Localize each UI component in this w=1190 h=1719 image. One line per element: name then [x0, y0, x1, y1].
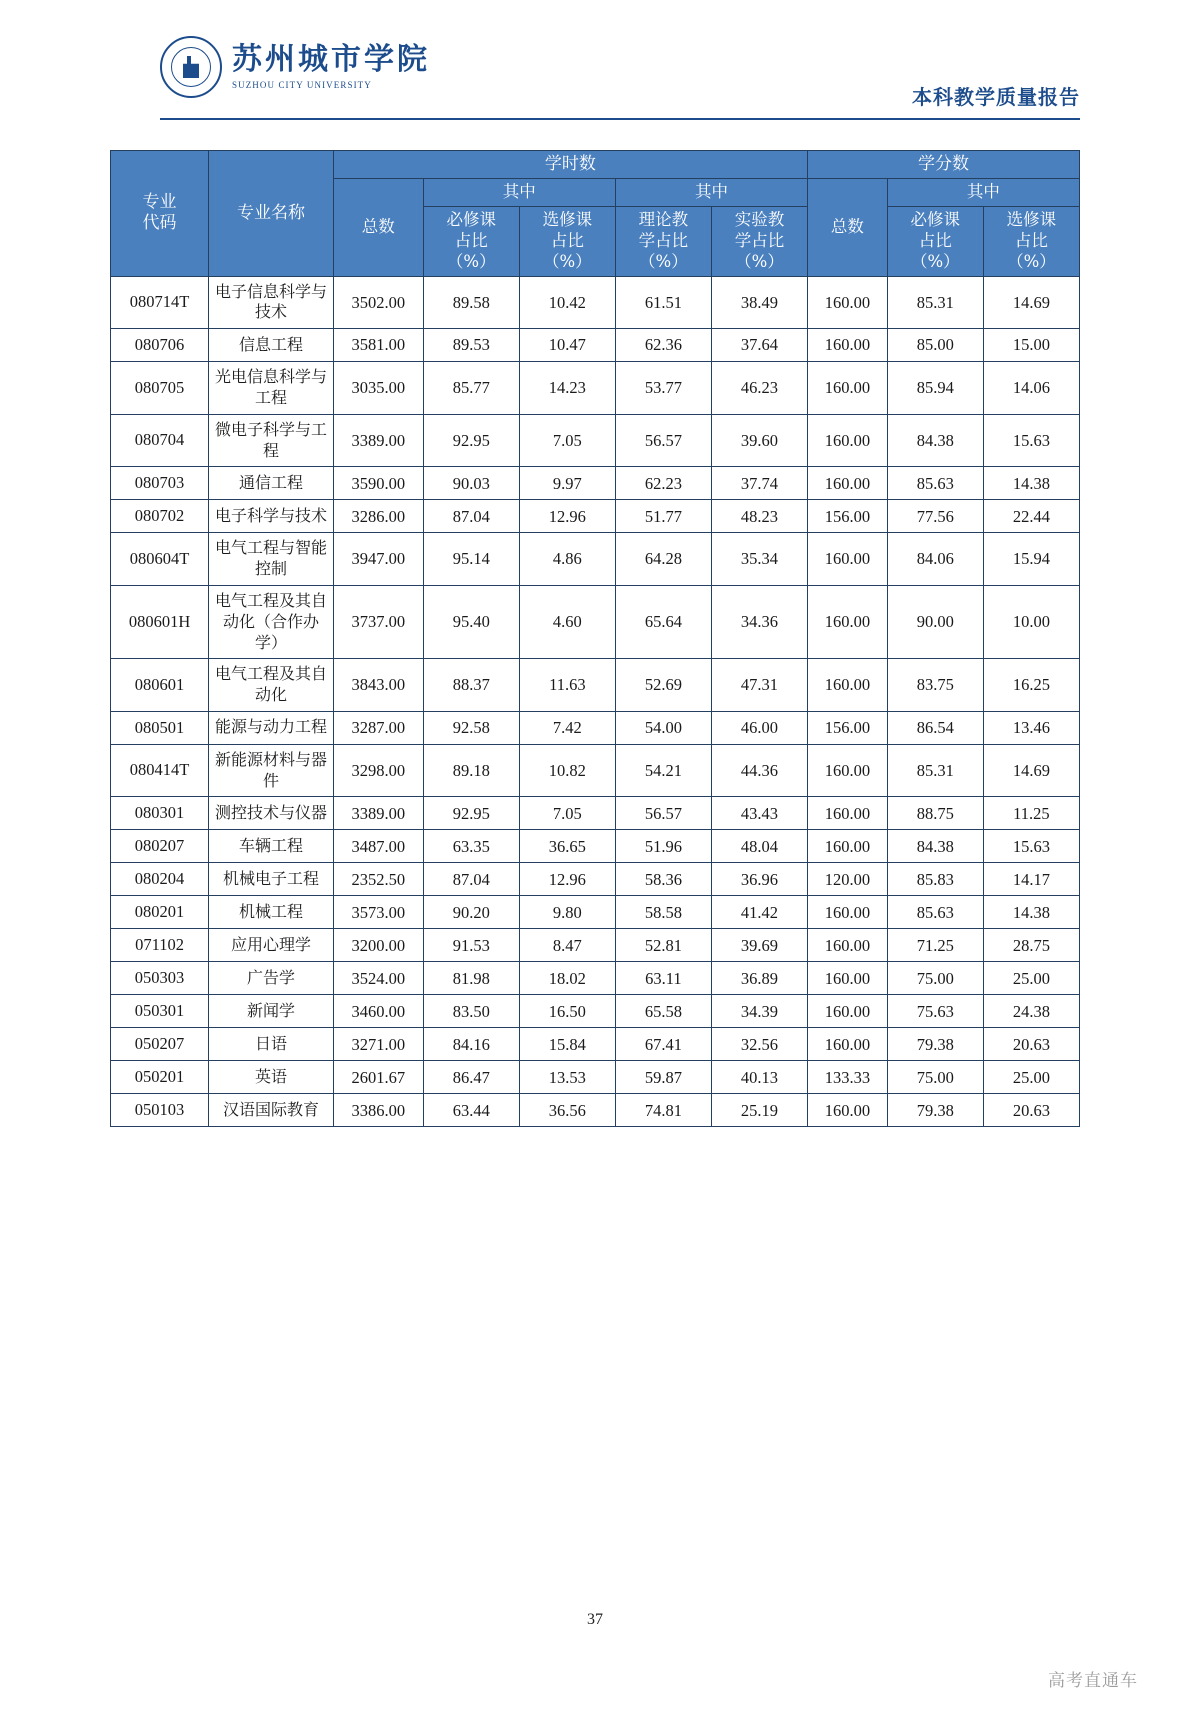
cell-hours-required-pct: 90.20 — [423, 896, 519, 929]
cell-credits-required-pct: 85.31 — [887, 744, 983, 797]
cell-hours-required-pct: 63.35 — [423, 830, 519, 863]
cell-major-name: 广告学 — [209, 962, 334, 995]
cell-major-name: 测控技术与仪器 — [209, 797, 334, 830]
cell-credits-total: 160.00 — [808, 744, 888, 797]
cell-major-name: 机械工程 — [209, 896, 334, 929]
cell-hours-total: 3298.00 — [333, 744, 423, 797]
cell-hours-total: 2352.50 — [333, 863, 423, 896]
cell-theory-pct: 64.28 — [615, 533, 711, 586]
cell-major-name: 英语 — [209, 1061, 334, 1094]
cell-hours-required-pct: 81.98 — [423, 962, 519, 995]
cell-hours-required-pct: 85.77 — [423, 362, 519, 415]
cell-experiment-pct: 44.36 — [711, 744, 807, 797]
major-hours-credits-table — [110, 150, 1080, 1127]
cell-hours-elective-pct: 36.65 — [519, 830, 615, 863]
table-row — [111, 896, 1080, 929]
cell-hours-elective-pct: 12.96 — [519, 863, 615, 896]
table-row — [111, 863, 1080, 896]
header-hours-total: 总数 — [333, 179, 423, 276]
page-header — [160, 36, 1080, 132]
cell-major-code: 080501 — [111, 711, 209, 744]
cell-major-name: 光电信息科学与工程 — [209, 362, 334, 415]
cell-theory-pct: 61.51 — [615, 276, 711, 329]
cell-major-name: 汉语国际教育 — [209, 1094, 334, 1127]
cell-credits-total: 133.33 — [808, 1061, 888, 1094]
cell-hours-elective-pct: 10.82 — [519, 744, 615, 797]
cell-hours-elective-pct: 16.50 — [519, 995, 615, 1028]
table-body — [111, 276, 1080, 1127]
cell-hours-total: 3389.00 — [333, 414, 423, 467]
cell-credits-required-pct: 88.75 — [887, 797, 983, 830]
cell-hours-required-pct: 89.18 — [423, 744, 519, 797]
cell-experiment-pct: 34.36 — [711, 585, 807, 658]
hours-required-l1: 必修课 — [446, 210, 497, 230]
table-row — [111, 276, 1080, 329]
cell-hours-elective-pct: 4.86 — [519, 533, 615, 586]
table-row — [111, 1061, 1080, 1094]
cell-credits-required-pct: 84.38 — [887, 414, 983, 467]
cell-major-name: 信息工程 — [209, 329, 334, 362]
table-row — [111, 1094, 1080, 1127]
cell-credits-total: 160.00 — [808, 995, 888, 1028]
cell-experiment-pct: 35.34 — [711, 533, 807, 586]
cell-major-code: 080702 — [111, 500, 209, 533]
cell-credits-required-pct: 85.94 — [887, 362, 983, 415]
cell-experiment-pct: 39.69 — [711, 929, 807, 962]
cell-hours-total: 2601.67 — [333, 1061, 423, 1094]
header-group-hours: 学时数 — [333, 151, 807, 179]
cell-major-name: 应用心理学 — [209, 929, 334, 962]
cell-credits-elective-pct: 14.69 — [983, 276, 1079, 329]
header-theory-pct — [615, 207, 711, 276]
logo-name-cn: 苏州城市学院 — [232, 41, 430, 77]
cell-hours-elective-pct: 15.84 — [519, 1028, 615, 1061]
cell-experiment-pct: 46.23 — [711, 362, 807, 415]
cell-credits-required-pct: 75.00 — [887, 1061, 983, 1094]
cell-hours-required-pct: 95.14 — [423, 533, 519, 586]
cell-major-name: 能源与动力工程 — [209, 711, 334, 744]
cell-hours-elective-pct: 7.05 — [519, 414, 615, 467]
cell-theory-pct: 56.57 — [615, 414, 711, 467]
table-row — [111, 585, 1080, 658]
cell-experiment-pct: 36.89 — [711, 962, 807, 995]
table-row — [111, 659, 1080, 712]
credits-required-l1: 必修课 — [910, 210, 961, 230]
cell-credits-elective-pct: 25.00 — [983, 962, 1079, 995]
cell-credits-elective-pct: 15.63 — [983, 830, 1079, 863]
cell-major-name: 通信工程 — [209, 467, 334, 500]
cell-hours-required-pct: 92.58 — [423, 711, 519, 744]
cell-theory-pct: 54.21 — [615, 744, 711, 797]
cell-theory-pct: 52.81 — [615, 929, 711, 962]
header-major-code-line2: 代码 — [142, 213, 177, 234]
cell-hours-required-pct: 92.95 — [423, 797, 519, 830]
cell-major-code: 050301 — [111, 995, 209, 1028]
cell-credits-elective-pct: 14.38 — [983, 467, 1079, 500]
cell-major-code: 080604T — [111, 533, 209, 586]
cell-major-name: 电气工程与智能控制 — [209, 533, 334, 586]
table-row — [111, 797, 1080, 830]
cell-hours-elective-pct: 11.63 — [519, 659, 615, 712]
cell-theory-pct: 63.11 — [615, 962, 711, 995]
credits-elective-l1: 选修课 — [1006, 210, 1057, 230]
cell-theory-pct: 51.96 — [615, 830, 711, 863]
cell-hours-elective-pct: 10.42 — [519, 276, 615, 329]
cell-credits-total: 160.00 — [808, 585, 888, 658]
header-hours-required-pct — [423, 207, 519, 276]
cell-experiment-pct: 47.31 — [711, 659, 807, 712]
cell-theory-pct: 53.77 — [615, 362, 711, 415]
cell-experiment-pct: 46.00 — [711, 711, 807, 744]
cell-credits-elective-pct: 28.75 — [983, 929, 1079, 962]
cell-hours-required-pct: 84.16 — [423, 1028, 519, 1061]
cell-major-code: 080601H — [111, 585, 209, 658]
cell-experiment-pct: 32.56 — [711, 1028, 807, 1061]
cell-credits-total: 160.00 — [808, 659, 888, 712]
cell-major-code: 050207 — [111, 1028, 209, 1061]
cell-hours-elective-pct: 12.96 — [519, 500, 615, 533]
cell-major-code: 050201 — [111, 1061, 209, 1094]
cell-major-name: 日语 — [209, 1028, 334, 1061]
cell-credits-total: 160.00 — [808, 830, 888, 863]
cell-hours-required-pct: 87.04 — [423, 500, 519, 533]
cell-hours-elective-pct: 9.97 — [519, 467, 615, 500]
cell-credits-total: 160.00 — [808, 929, 888, 962]
cell-credits-elective-pct: 16.25 — [983, 659, 1079, 712]
cell-credits-required-pct: 71.25 — [887, 929, 983, 962]
cell-credits-elective-pct: 25.00 — [983, 1061, 1079, 1094]
cell-major-code: 071102 — [111, 929, 209, 962]
cell-experiment-pct: 40.13 — [711, 1061, 807, 1094]
cell-credits-total: 160.00 — [808, 362, 888, 415]
cell-hours-required-pct: 89.58 — [423, 276, 519, 329]
cell-major-code: 080204 — [111, 863, 209, 896]
cell-hours-total: 3502.00 — [333, 276, 423, 329]
cell-credits-total: 160.00 — [808, 1028, 888, 1061]
cell-experiment-pct: 43.43 — [711, 797, 807, 830]
cell-theory-pct: 58.36 — [615, 863, 711, 896]
cell-hours-total: 3581.00 — [333, 329, 423, 362]
header-major-code — [111, 151, 209, 277]
cell-theory-pct: 54.00 — [615, 711, 711, 744]
cell-theory-pct: 62.23 — [615, 467, 711, 500]
table-header-row-1 — [111, 151, 1080, 179]
cell-experiment-pct: 38.49 — [711, 276, 807, 329]
cell-hours-total: 3389.00 — [333, 797, 423, 830]
header-major-code-line1: 专业 — [142, 191, 177, 212]
table-container — [110, 150, 1080, 1127]
cell-hours-total: 3200.00 — [333, 929, 423, 962]
cell-credits-elective-pct: 24.38 — [983, 995, 1079, 1028]
cell-hours-elective-pct: 14.23 — [519, 362, 615, 415]
theory-l1: 理论教 — [638, 210, 689, 230]
cell-credits-total: 160.00 — [808, 1094, 888, 1127]
table-row — [111, 500, 1080, 533]
cell-credits-total: 160.00 — [808, 797, 888, 830]
cell-hours-elective-pct: 10.47 — [519, 329, 615, 362]
cell-major-code: 080301 — [111, 797, 209, 830]
cell-credits-elective-pct: 22.44 — [983, 500, 1079, 533]
cell-hours-total: 3590.00 — [333, 467, 423, 500]
cell-hours-required-pct: 91.53 — [423, 929, 519, 962]
cell-hours-total: 3386.00 — [333, 1094, 423, 1127]
cell-hours-total: 3287.00 — [333, 711, 423, 744]
hours-elective-l1: 选修课 — [542, 210, 593, 230]
cell-credits-elective-pct: 11.25 — [983, 797, 1079, 830]
cell-theory-pct: 56.57 — [615, 797, 711, 830]
header-credits-total: 总数 — [808, 179, 888, 276]
cell-hours-elective-pct: 4.60 — [519, 585, 615, 658]
cell-credits-required-pct: 85.63 — [887, 467, 983, 500]
cell-credits-elective-pct: 15.63 — [983, 414, 1079, 467]
cell-hours-total: 3573.00 — [333, 896, 423, 929]
cell-major-code: 080414T — [111, 744, 209, 797]
cell-credits-total: 160.00 — [808, 329, 888, 362]
document-page — [0, 36, 1190, 1719]
cell-hours-required-pct: 92.95 — [423, 414, 519, 467]
cell-credits-required-pct: 84.38 — [887, 830, 983, 863]
hours-required-l3: （%） — [446, 251, 496, 271]
cell-major-name: 车辆工程 — [209, 830, 334, 863]
cell-hours-total: 3947.00 — [333, 533, 423, 586]
cell-experiment-pct: 48.23 — [711, 500, 807, 533]
cell-theory-pct: 52.69 — [615, 659, 711, 712]
cell-hours-elective-pct: 7.05 — [519, 797, 615, 830]
cell-major-name: 电子科学与技术 — [209, 500, 334, 533]
header-major-name: 专业名称 — [209, 151, 334, 277]
header-credits-elective-pct — [983, 207, 1079, 276]
table-row — [111, 711, 1080, 744]
cell-experiment-pct: 37.74 — [711, 467, 807, 500]
hours-elective-l3: （%） — [542, 251, 592, 271]
cell-credits-total: 160.00 — [808, 276, 888, 329]
cell-credits-total: 160.00 — [808, 896, 888, 929]
cell-theory-pct: 51.77 — [615, 500, 711, 533]
cell-major-name: 电子信息科学与技术 — [209, 276, 334, 329]
table-row — [111, 329, 1080, 362]
cell-hours-total: 3286.00 — [333, 500, 423, 533]
cell-hours-total: 3737.00 — [333, 585, 423, 658]
cell-hours-total: 3843.00 — [333, 659, 423, 712]
table-row — [111, 830, 1080, 863]
cell-theory-pct: 58.58 — [615, 896, 711, 929]
cell-hours-elective-pct: 9.80 — [519, 896, 615, 929]
cell-hours-total: 3271.00 — [333, 1028, 423, 1061]
cell-hours-total: 3460.00 — [333, 995, 423, 1028]
table-header — [111, 151, 1080, 277]
cell-credits-elective-pct: 14.17 — [983, 863, 1079, 896]
cell-theory-pct: 59.87 — [615, 1061, 711, 1094]
cell-hours-elective-pct: 36.56 — [519, 1094, 615, 1127]
cell-theory-pct: 67.41 — [615, 1028, 711, 1061]
cell-hours-required-pct: 83.50 — [423, 995, 519, 1028]
cell-major-name: 电气工程及其自动化（合作办学） — [209, 585, 334, 658]
cell-hours-required-pct: 89.53 — [423, 329, 519, 362]
cell-hours-required-pct: 87.04 — [423, 863, 519, 896]
table-row — [111, 995, 1080, 1028]
report-title: 本科教学质量报告 — [912, 85, 1080, 109]
cell-hours-elective-pct: 13.53 — [519, 1061, 615, 1094]
cell-credits-elective-pct: 20.63 — [983, 1028, 1079, 1061]
cell-experiment-pct: 39.60 — [711, 414, 807, 467]
cell-hours-required-pct: 86.47 — [423, 1061, 519, 1094]
cell-hours-elective-pct: 18.02 — [519, 962, 615, 995]
header-among-teaching: 其中 — [615, 179, 807, 207]
table-row — [111, 414, 1080, 467]
cell-credits-required-pct: 85.31 — [887, 276, 983, 329]
cell-hours-total: 3487.00 — [333, 830, 423, 863]
cell-credits-elective-pct: 15.94 — [983, 533, 1079, 586]
cell-hours-required-pct: 63.44 — [423, 1094, 519, 1127]
header-among-credits: 其中 — [887, 179, 1079, 207]
table-row — [111, 533, 1080, 586]
cell-theory-pct: 65.58 — [615, 995, 711, 1028]
cell-credits-required-pct: 77.56 — [887, 500, 983, 533]
table-row — [111, 362, 1080, 415]
cell-credits-total: 120.00 — [808, 863, 888, 896]
cell-credits-total: 160.00 — [808, 533, 888, 586]
cell-credits-total: 156.00 — [808, 711, 888, 744]
cell-credits-elective-pct: 14.06 — [983, 362, 1079, 415]
cell-major-code: 050103 — [111, 1094, 209, 1127]
table-row — [111, 962, 1080, 995]
cell-major-code: 080705 — [111, 362, 209, 415]
cell-credits-required-pct: 85.63 — [887, 896, 983, 929]
cell-major-name: 电气工程及其自动化 — [209, 659, 334, 712]
cell-hours-required-pct: 88.37 — [423, 659, 519, 712]
cell-theory-pct: 65.64 — [615, 585, 711, 658]
header-hours-elective-pct — [519, 207, 615, 276]
theory-l3: （%） — [639, 251, 688, 271]
cell-hours-elective-pct: 8.47 — [519, 929, 615, 962]
table-row — [111, 744, 1080, 797]
cell-major-code: 080201 — [111, 896, 209, 929]
cell-credits-elective-pct: 15.00 — [983, 329, 1079, 362]
hours-elective-l2: 占比 — [550, 230, 584, 250]
university-emblem-icon — [160, 36, 222, 98]
table-row — [111, 467, 1080, 500]
cell-hours-total: 3524.00 — [333, 962, 423, 995]
cell-major-code: 080601 — [111, 659, 209, 712]
experiment-l2: 学占比 — [734, 230, 785, 250]
cell-experiment-pct: 48.04 — [711, 830, 807, 863]
logo-text — [232, 41, 430, 90]
logo-name-en: SUZHOU CITY UNIVERSITY — [232, 79, 372, 90]
cell-major-code: 080714T — [111, 276, 209, 329]
cell-hours-required-pct: 95.40 — [423, 585, 519, 658]
cell-credits-total: 160.00 — [808, 414, 888, 467]
credits-elective-l3: （%） — [1007, 251, 1056, 271]
cell-major-code: 080704 — [111, 414, 209, 467]
hours-required-l2: 占比 — [454, 230, 488, 250]
credits-required-l2: 占比 — [918, 230, 952, 250]
cell-theory-pct: 62.36 — [615, 329, 711, 362]
header-experiment-pct — [711, 207, 807, 276]
experiment-l1: 实验教 — [734, 210, 785, 230]
cell-experiment-pct: 37.64 — [711, 329, 807, 362]
header-credits-required-pct — [887, 207, 983, 276]
experiment-l3: （%） — [735, 251, 784, 271]
cell-credits-elective-pct: 14.38 — [983, 896, 1079, 929]
cell-experiment-pct: 25.19 — [711, 1094, 807, 1127]
cell-major-name: 机械电子工程 — [209, 863, 334, 896]
university-logo — [160, 36, 430, 98]
header-group-credits: 学分数 — [808, 151, 1080, 179]
credits-elective-l2: 占比 — [1014, 230, 1048, 250]
cell-experiment-pct: 36.96 — [711, 863, 807, 896]
table-row — [111, 1028, 1080, 1061]
cell-credits-elective-pct: 20.63 — [983, 1094, 1079, 1127]
cell-hours-total: 3035.00 — [333, 362, 423, 415]
cell-credits-total: 156.00 — [808, 500, 888, 533]
header-divider — [160, 118, 1080, 120]
cell-credits-required-pct: 90.00 — [887, 585, 983, 658]
cell-theory-pct: 74.81 — [615, 1094, 711, 1127]
cell-credits-required-pct: 85.00 — [887, 329, 983, 362]
cell-credits-required-pct: 75.00 — [887, 962, 983, 995]
table-row — [111, 929, 1080, 962]
header-among-hours: 其中 — [423, 179, 615, 207]
cell-experiment-pct: 34.39 — [711, 995, 807, 1028]
cell-credits-elective-pct: 14.69 — [983, 744, 1079, 797]
cell-major-code: 050303 — [111, 962, 209, 995]
cell-major-code: 080706 — [111, 329, 209, 362]
cell-credits-required-pct: 79.38 — [887, 1094, 983, 1127]
page-number: 37 — [587, 1611, 603, 1628]
cell-experiment-pct: 41.42 — [711, 896, 807, 929]
cell-hours-required-pct: 90.03 — [423, 467, 519, 500]
cell-credits-elective-pct: 13.46 — [983, 711, 1079, 744]
cell-major-code: 080703 — [111, 467, 209, 500]
watermark: 高考直通车 — [1048, 1671, 1138, 1691]
cell-major-name: 新闻学 — [209, 995, 334, 1028]
cell-credits-required-pct: 83.75 — [887, 659, 983, 712]
credits-required-l3: （%） — [910, 251, 960, 271]
cell-credits-elective-pct: 10.00 — [983, 585, 1079, 658]
cell-credits-required-pct: 85.83 — [887, 863, 983, 896]
cell-hours-elective-pct: 7.42 — [519, 711, 615, 744]
cell-major-name: 微电子科学与工程 — [209, 414, 334, 467]
cell-credits-required-pct: 79.38 — [887, 1028, 983, 1061]
cell-credits-required-pct: 86.54 — [887, 711, 983, 744]
cell-major-name: 新能源材料与器件 — [209, 744, 334, 797]
theory-l2: 学占比 — [638, 230, 689, 250]
cell-credits-required-pct: 75.63 — [887, 995, 983, 1028]
cell-major-code: 080207 — [111, 830, 209, 863]
cell-credits-total: 160.00 — [808, 962, 888, 995]
cell-credits-total: 160.00 — [808, 467, 888, 500]
cell-credits-required-pct: 84.06 — [887, 533, 983, 586]
